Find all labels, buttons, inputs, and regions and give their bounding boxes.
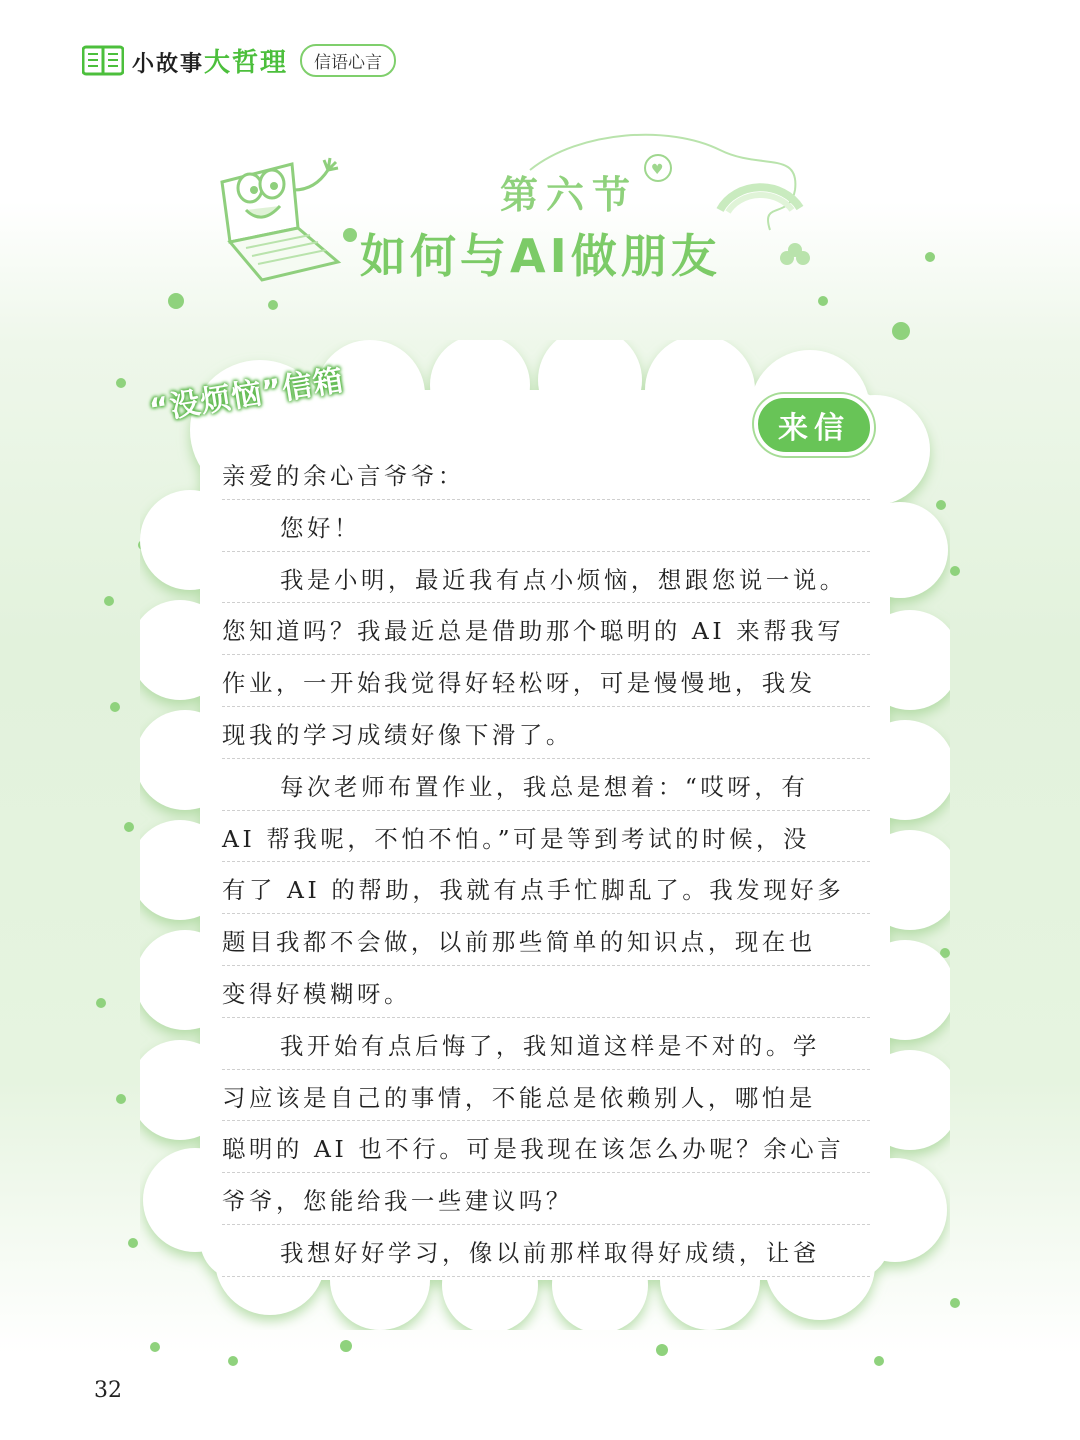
decorative-dot [950, 566, 960, 576]
svg-text:♥: ♥ [651, 162, 664, 178]
decorative-dot [874, 1356, 884, 1366]
letter-line: 有了 AI 的帮助，我就有点手忙脚乱了。我发现好多 [222, 862, 870, 914]
letter-line: 我想好好学习，像以前那样取得好成绩，让爸 [222, 1225, 870, 1277]
decorative-dot [892, 322, 910, 340]
letter-line: 爷爷，您能给我一些建议吗？ [222, 1173, 870, 1225]
letter-line: 聪明的 AI 也不行。可是我现在该怎么办呢？余心言 [222, 1121, 870, 1173]
decorative-dot [228, 1356, 238, 1366]
series-title [132, 42, 288, 79]
letter-line: 我是小明，最近我有点小烦恼，想跟您说一说。 [222, 552, 870, 604]
letter-line: 习应该是自己的事情，不能总是依赖别人，哪怕是 [222, 1070, 870, 1122]
decorative-dot [150, 1342, 160, 1352]
page-number: 32 [94, 1378, 122, 1403]
letter-line: 每次老师布置作业，我总是想着：“哎呀，有 [222, 759, 870, 811]
letter-line: 作业，一开始我觉得好轻松呀，可是慢慢地，我发 [222, 655, 870, 707]
chapter-title: 如何与AI做朋友 [360, 229, 721, 283]
decorative-dot [110, 702, 120, 712]
letter-line: 变得好模糊呀。 [222, 966, 870, 1018]
letter-body [222, 448, 870, 1277]
section-title-area [200, 130, 840, 300]
book-icon [82, 44, 124, 76]
letter-line: 我开始有点后悔了，我知道这样是不对的。学 [222, 1018, 870, 1070]
mailbox-label: “没烦恼”信箱 [147, 362, 347, 429]
decorative-dot [124, 822, 134, 832]
decorative-dot [116, 378, 126, 388]
letter-line: 亲爱的余心言爷爷： [222, 448, 870, 500]
section-title: 第六节 [500, 172, 639, 217]
series-title-small: 小故事 [132, 51, 205, 77]
letter-line: AI 帮我呢，不怕不怕。”可是等到考试的时候，没 [222, 811, 870, 863]
decorative-dot [340, 1340, 352, 1352]
decorative-dot [343, 228, 357, 242]
decorative-dot [104, 596, 114, 606]
letter-line: 您知道吗？我最近总是借助那个聪明的 AI 来帮我写 [222, 603, 870, 655]
decorative-dot [656, 1344, 668, 1356]
decorative-dot [168, 293, 184, 309]
incoming-letter-badge: 来信 [754, 394, 874, 456]
decorative-dot [818, 296, 828, 306]
letter-line: 您好！ [222, 500, 870, 552]
series-title-big: 大哲理 [204, 47, 289, 78]
letter-line: 现我的学习成绩好像下滑了。 [222, 707, 870, 759]
decorative-dot [116, 1094, 126, 1104]
decorative-dot [128, 1238, 138, 1248]
series-tag: 信语心言 [300, 44, 396, 77]
decorative-dot [96, 998, 106, 1008]
decorative-dot [925, 252, 935, 262]
letter-line: 题目我都不会做，以前那些简单的知识点，现在也 [222, 914, 870, 966]
decorative-dot [950, 1298, 960, 1308]
decorative-dot [268, 300, 278, 310]
series-header [82, 42, 396, 78]
